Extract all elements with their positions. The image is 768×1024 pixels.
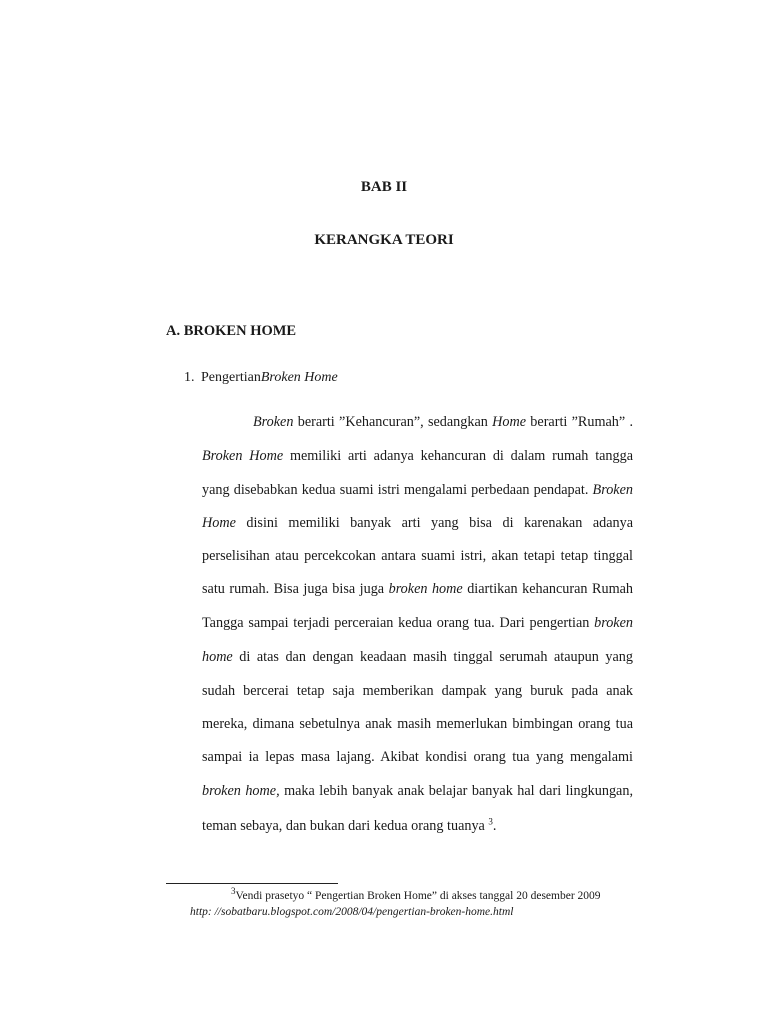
- text-run: teman sebaya, dan bukan dari kedua orang tuanya: [202, 818, 489, 834]
- italic-term: home: [202, 649, 233, 665]
- subsection-prefix: Pengertian: [201, 370, 261, 385]
- italic-term: broken home: [388, 581, 463, 597]
- text-run: yang disebabkan kedua suami istri mengalami perbedaan pendapat.: [202, 482, 593, 498]
- paragraph-line: [202, 447, 633, 465]
- footnote-reference: 3: [488, 816, 493, 827]
- text-run: diartikan kehancuran Rumah: [462, 581, 633, 597]
- italic-term: Home: [202, 515, 236, 531]
- text-run: sudah bercerai tetap saja memberikan dampak yang buruk pada anak: [202, 683, 633, 699]
- paragraph-line: [202, 782, 633, 800]
- footnote-url: http: //sobatbaru.blogspot.com/2008/04/pengertian-broken-home.html: [190, 906, 514, 918]
- paragraph-line: [202, 514, 633, 532]
- footnote-text: Vendi prasetyo “ Pengertian Broken Home” di akses tanggal 20 desember 2009: [235, 890, 601, 902]
- subsection-italic-term: Broken Home: [260, 370, 338, 385]
- text-run: perselisihan atau percekcokan antara suami istri, akan tetapi tetap tinggal: [202, 548, 633, 564]
- paragraph-line: [202, 748, 633, 766]
- italic-term: broken home,: [202, 783, 280, 799]
- paragraph-line: [202, 547, 633, 565]
- italic-term: Home: [492, 414, 527, 430]
- italic-term: Broken: [253, 414, 294, 430]
- subsection-number: 1.: [184, 370, 195, 385]
- text-run: berarti ”Rumah” .: [526, 414, 633, 430]
- text-run: mereka, dimana sebetulnya anak masih memerlukan bimbingan orang tua: [202, 716, 633, 732]
- paragraph-line: [202, 715, 633, 733]
- paragraph-line: [202, 682, 633, 700]
- paragraph-line: [202, 481, 633, 499]
- italic-term: Broken Home: [202, 448, 284, 464]
- paragraph-line: [202, 648, 633, 666]
- subsection-heading: [184, 370, 338, 386]
- italic-term: Broken: [592, 482, 633, 498]
- text-run: memiliki arti adanya kehancuran di dalam rumah tangga: [283, 448, 634, 464]
- footnote-marker: 3: [231, 886, 236, 897]
- text-run: maka lebih banyak anak belajar banyak hal dari lingkungan,: [279, 783, 633, 799]
- text-run: satu rumah. Bisa juga bisa juga: [202, 581, 389, 597]
- text-run: .: [492, 818, 497, 834]
- paragraph-line: [253, 413, 633, 431]
- footnote-divider: [166, 883, 338, 884]
- paragraph-line: [202, 614, 633, 632]
- text-run: sampai ia lepas masa lajang. Akibat kondisi orang tua yang mengalami: [202, 749, 633, 765]
- text-run: disini memiliki banyak arti yang bisa di karenakan adanya: [235, 515, 633, 531]
- paragraph-line: [202, 817, 633, 835]
- paragraph-line: [202, 580, 633, 598]
- section-heading: A. BROKEN HOME: [166, 323, 297, 339]
- italic-term: broken: [594, 615, 633, 631]
- chapter-number: BAB II: [360, 179, 408, 195]
- text-run: di atas dan dengan keadaan masih tinggal serumah ataupun yang: [232, 649, 633, 665]
- text-run: berarti ”Kehancuran”, sedangkan: [293, 414, 493, 430]
- footnote: [231, 886, 601, 902]
- chapter-title: KERANGKA TEORI: [314, 232, 454, 248]
- text-run: Tangga sampai terjadi perceraian kedua orang tua. Dari pengertian: [202, 615, 595, 631]
